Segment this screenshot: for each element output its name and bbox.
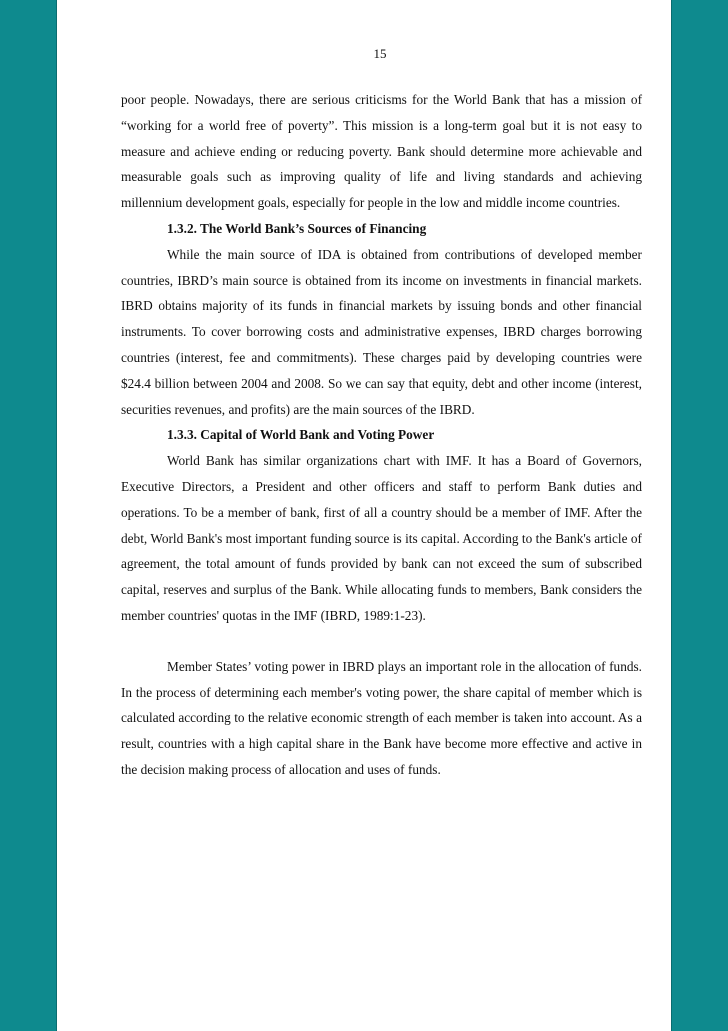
left-decorative-bar [0, 0, 56, 1031]
page-number: 15 [373, 46, 387, 61]
left-bar-edge [56, 0, 57, 1031]
page-body [121, 87, 642, 783]
section-heading-1-3-2: 1.3.2. The World Bank’s Sources of Financing [167, 220, 427, 236]
paragraph-continuation: poor people. Nowadays, there are serious criticisms for the World Bank that has a mission of “working for a world free of poverty”. This mission is a long-term goal but it is not easy to measure and achieve ending or reducing poverty. Bank should determine more achievable and measurable goals such as improving quality of life and living standards and achieving millennium development goals, especially for people in the low and middle income countries. [121, 92, 642, 211]
right-decorative-bar [671, 0, 728, 1031]
paragraph-sources-of-financing: While the main source of IDA is obtained from contributions of developed member countries, IBRD’s main source is obtained from its income on investments in financial markets. IBRD obtains majority of its funds in financial markets by issuing bonds and other financial instruments. To cover borrowing costs and administrative expenses, IBRD charges borrowing countries (interest, fee and commitments). These charges paid by developing countries were $24.4 billion between 2004 and 2008. So we can say that equity, debt and other income (interest, securities revenues, and profits) are the main sources of the IBRD. [121, 246, 642, 417]
paragraph-voting-power: Member States’ voting power in IBRD plays an important role in the allocation of funds. In the process of determining each member's voting power, the share capital of member which is calculated according to the relative economic strength of each member is taken into account. As a result, countries with a high capital share in the Bank have become more effective and active in the decision making process of allocation and uses of funds. [121, 658, 642, 777]
right-bar-edge [671, 0, 672, 1031]
paragraph-capital: World Bank has similar organizations chart with IMF. It has a Board of Governors, Executive Directors, a President and other officers and staff to perform Bank duties and operations. To be a member of bank, first of all a country should be a member of IMF. After the debt, World Bank's most important funding source is its capital. According to the Bank's article of agreement, the total amount of funds provided by bank can not exceed the sum of subscribed capital, reserves and surplus of the Bank. While allocating funds to members, Bank considers the member countries' quotas in the IMF (IBRD, 1989:1-23). [121, 453, 642, 623]
section-heading-1-3-3: 1.3.3. Capital of World Bank and Voting Power [167, 427, 435, 443]
